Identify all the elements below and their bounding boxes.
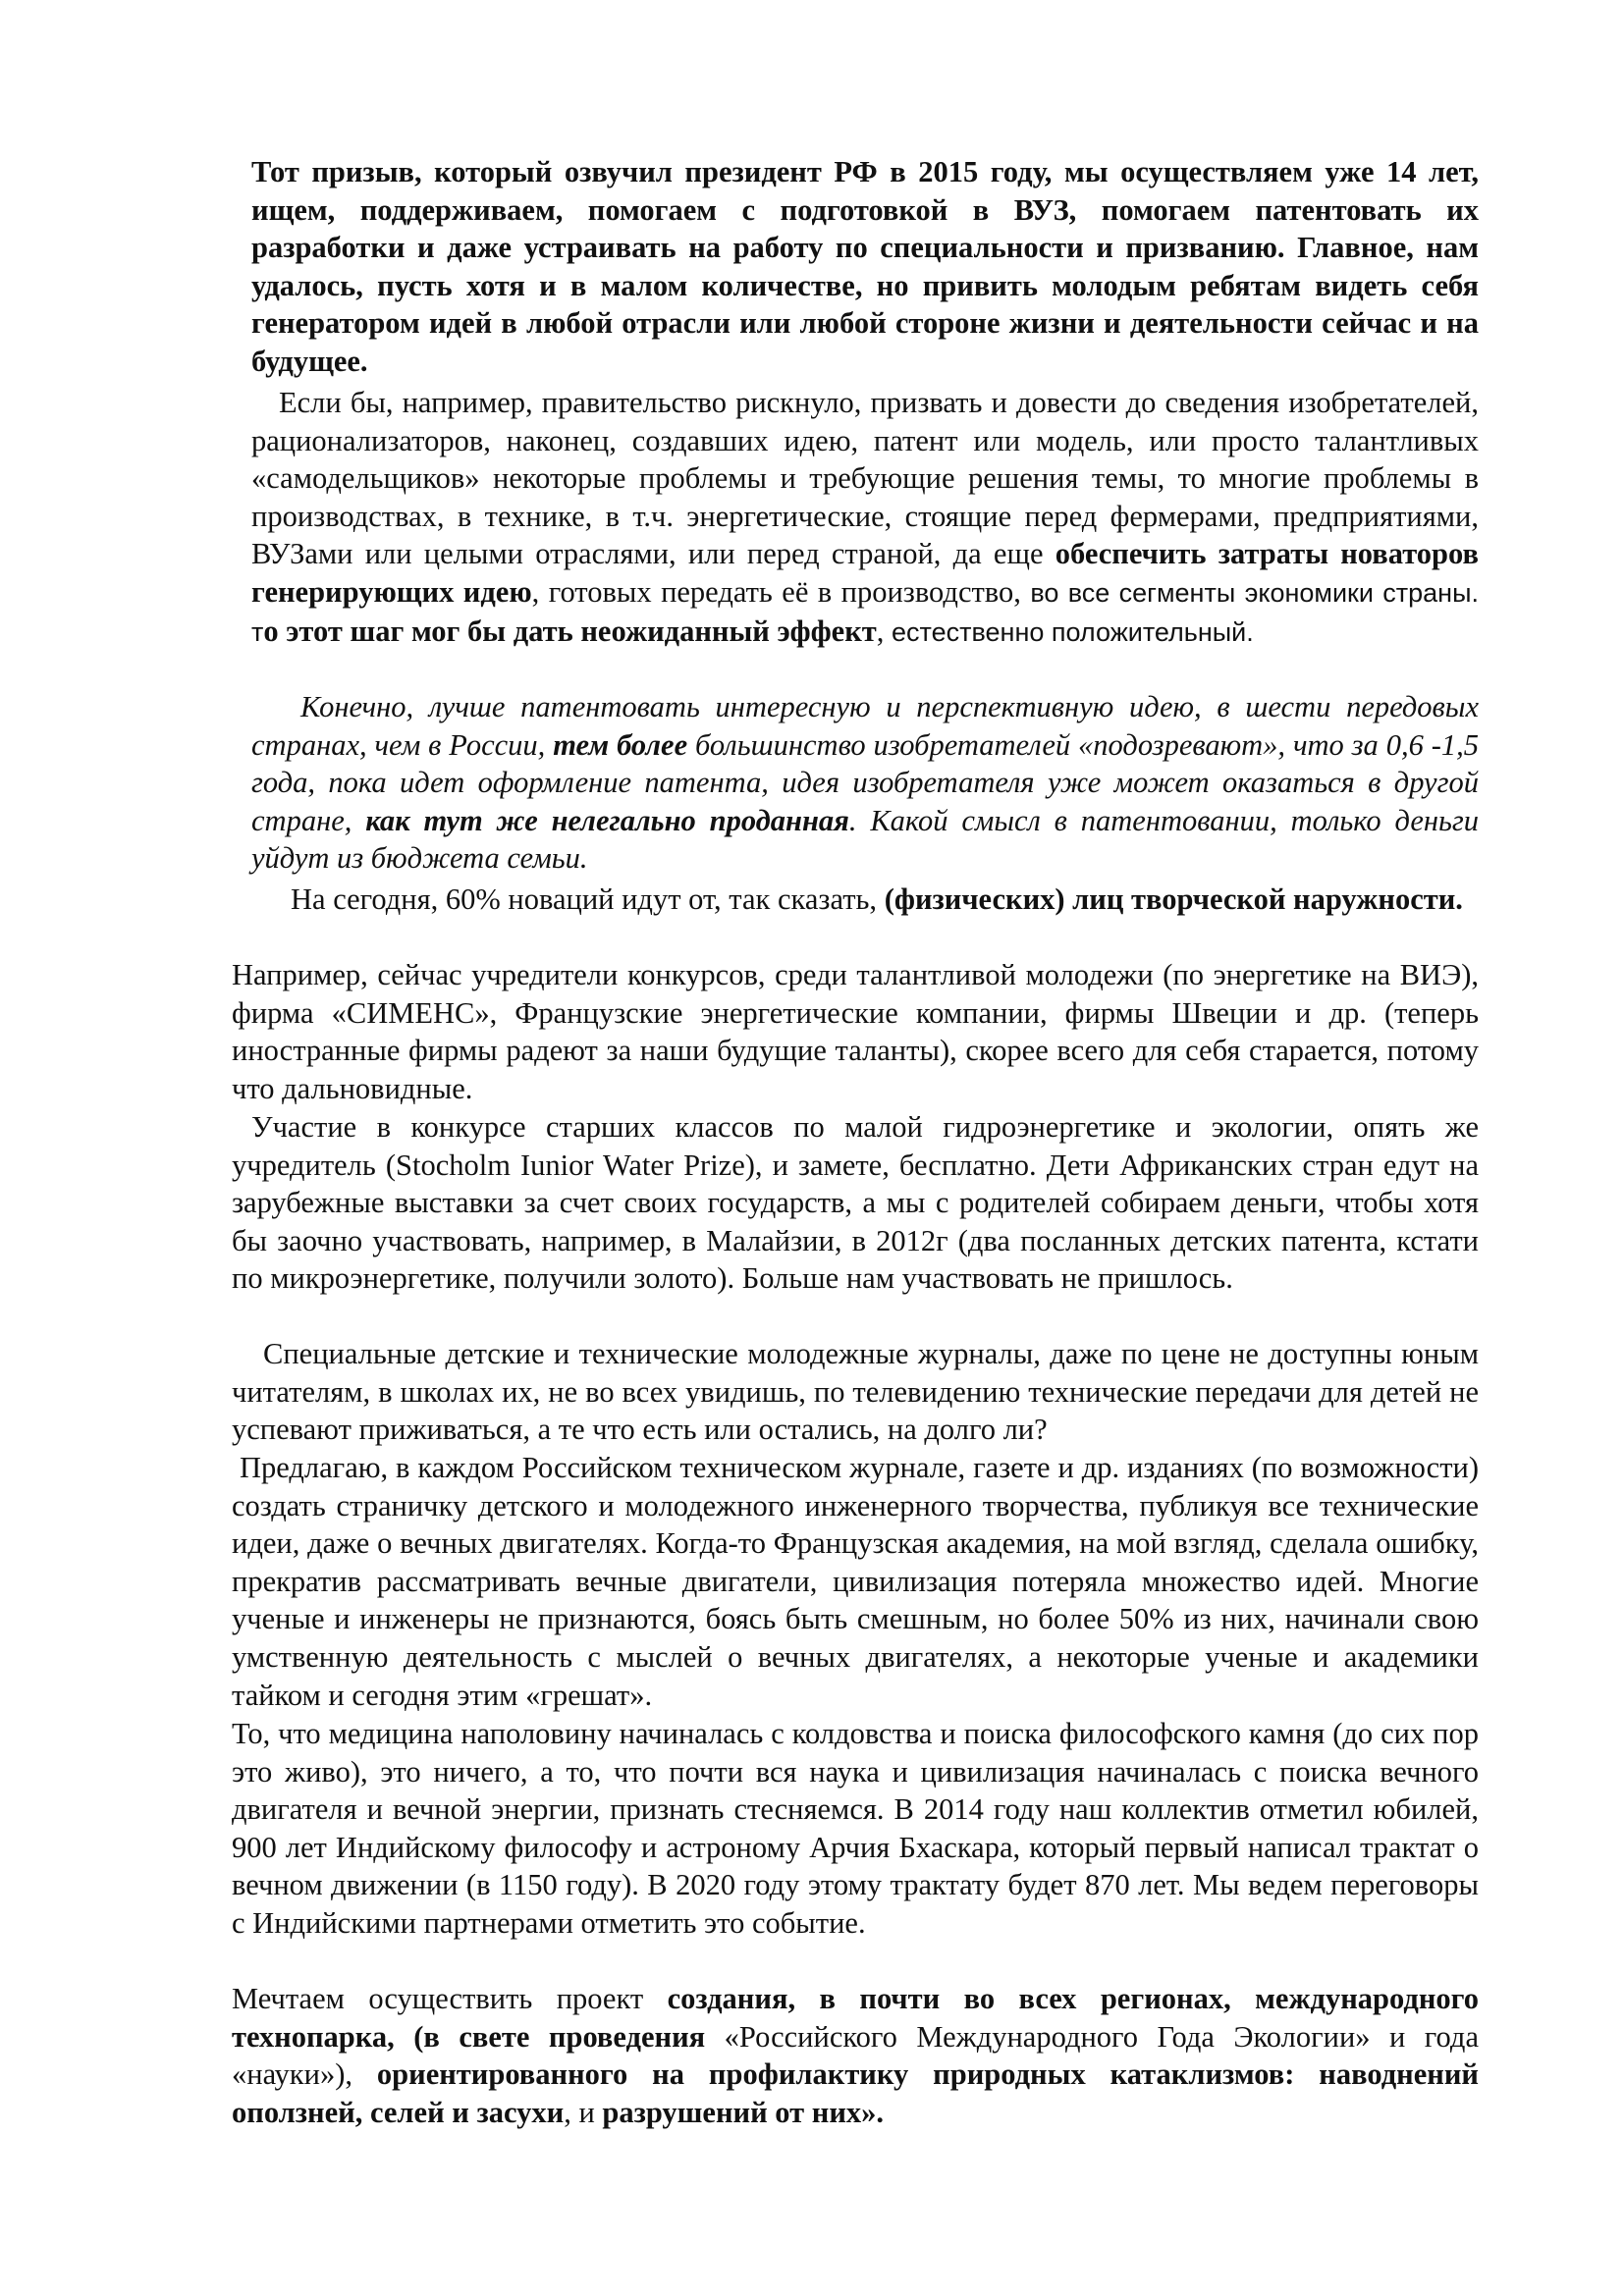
paragraph-10-text-a: Мечтаем осуществить проект — [232, 1982, 668, 2015]
paragraph-3-italic-a: Конечно, лучше патентовать интересную и перспективную идею, в шести передовых странах, чем в России, — [251, 690, 1479, 762]
paragraph-8 — [232, 1449, 1479, 1714]
paragraph-10-bold-c: разрушений от них». — [602, 2095, 885, 2129]
paragraph-7 — [232, 1335, 1479, 1449]
paragraph-3 — [251, 688, 1479, 878]
paragraph-2-text-b: , готовых передать её в производство, — [531, 574, 1031, 609]
paragraph-8-text: Предлагаю, в каждом Российском техническом журнале, газете и др. изданиях (по возможности) создать страничку детского и молодежного инженерного творчества, публикуя все технические идеи, даже о вечных двигателях. Когда-то Французская академия, на мой взгляд, сделала ошибку, прекратив рассматривать вечные двигатели, цивилизация потеряла множество идей. Многие ученые и инженеры не признаются, боясь быть смешным, но более 50% из них, начинали свою умственную деятельность с мыслей о вечных двигателях, а некоторые ученые и академики тайком и сегодня этим «грешат». — [232, 1451, 1479, 1712]
paragraph-10-bold-b: ориентированного на профилактику природных катаклизмов: наводнений оползней, селей и засухи — [232, 2057, 1479, 2129]
paragraph-3-bold-italic-b: как тут же нелегально проданная — [365, 803, 849, 837]
paragraph-2-sans-b: естественно положительный. — [892, 616, 1254, 647]
paragraph-4-bold: (физических) лиц творческой наружности. — [884, 882, 1463, 916]
paragraph-4 — [251, 881, 1479, 919]
paragraph-10 — [232, 1980, 1479, 2131]
paragraph-3-bold-italic-a: тем более — [553, 727, 688, 762]
paragraph-10-text-c: , и — [564, 2095, 603, 2129]
paragraph-10-text-b: «Российского Международного Года Экологии» и года «науки»), — [232, 2019, 1479, 2092]
paragraph-2-bold-b: о этот шаг мог бы дать неожиданный эффект — [263, 614, 877, 648]
paragraph-6-text: Участие в конкурсе старших классов по малой гидроэнергетике и экологии, опять же учредитель (Stocholm Iunior Water Prize), и замете, бесплатно. Дети Африканских стран едут на зарубежные выставки за счет своих государств, а мы с родителей собираем деньги, чтобы хотя бы заочно участвовать, например, в Малайзии, в 2012г (два посланных детских патента, кстати по микроэнергетике, получили золото). Больше нам участвовать не пришлось. — [232, 1110, 1479, 1296]
paragraph-7-text: Специальные детские и технические молодежные журналы, даже по цене не доступны юным читателям, в школах их, не во всех увидишь, по телевидению технические передачи для детей не успевают приживаться, а те что есть или остались, на долго ли? — [232, 1337, 1479, 1447]
paragraph-2-text-a: Если бы, например, правительство рискнуло, призвать и довести до сведения изобретателей, рационализаторов, наконец, создавших идею, патент или модель, или просто талантливых «самодельщиков» некоторые проблемы и требующие решения темы, то многие проблемы в производствах, в технике, в т.ч. энергетические, стоящие перед фермерами, предприятиями, ВУЗами или целыми отраслями, или перед страной, да еще — [251, 386, 1479, 571]
paragraph-4-text: На сегодня, 60% новаций идут от, так сказать, — [291, 882, 885, 916]
paragraph-2-text-c: , — [876, 614, 893, 648]
paragraph-2-bold-a: обеспечить затраты новаторов генерирующих идею — [251, 537, 1479, 609]
paragraph-6 — [232, 1108, 1479, 1298]
paragraph-5 — [232, 956, 1479, 1107]
paragraph-2-sans-a: во все сегменты экономики страны. т — [251, 577, 1479, 647]
paragraph-1-text: Тот призыв, который озвучил президент РФ в 2015 году, мы осуществляем уже 14 лет, ищем, поддерживаем, помогаем с подготовкой в ВУЗ, помогаем патентовать их разработки и даже устраивать на работу по специальности и призванию. Главное, нам удалось, пусть хотя и в малом количестве, но привить молодым ребятам видеть себя генератором идей в любой отрасли или любой стороне жизни и деятельности сейчас и на будущее. — [251, 155, 1479, 378]
paragraph-2 — [251, 384, 1479, 651]
paragraph-5-text: Например, сейчас учредители конкурсов, среди талантливой молодежи (по энергетике на ВИЭ), фирма «СИМЕНС», Французские энергетические компании, фирмы Швеции и др. (теперь иностранные фирмы радеют за наши будущие таланты), скорее всего для себя старается, потому что дальновидные. — [232, 958, 1479, 1105]
paragraph-10-bold-a: создания, в почти во всех регионах, международного технопарка, (в свете проведения — [232, 1982, 1479, 2054]
paragraph-3-italic-b: большинство изобретателей «подозревают», что за 0,6 -1,5 года, пока идет оформление патента, идея изобретателя уже может оказаться в другой стране, — [251, 727, 1479, 837]
paragraph-3-italic-c: . Какой смысл в патентовании, только деньги уйдут из бюджета семьи. — [251, 803, 1480, 876]
paragraph-9 — [232, 1715, 1479, 1943]
paragraph-9-text: То, что медицина наполовину начиналась с колдовства и поиска философского камня (до сих пор это живо), это ничего, а то, что почти вся наука и цивилизация начиналась с поиска вечного двигателя и вечной энергии, признать стесняемся. В 2014 году наш коллектив отметил юбилей, 900 лет Индийскому философу и астроному Арчия Бхаскара, который первый написал трактат о вечном движении (в 1150 году). В 2020 году этому трактату будет 870 лет. Мы ведем переговоры с Индийскими партнерами отметить это событие. — [232, 1717, 1479, 1940]
paragraph-1 — [251, 153, 1479, 381]
